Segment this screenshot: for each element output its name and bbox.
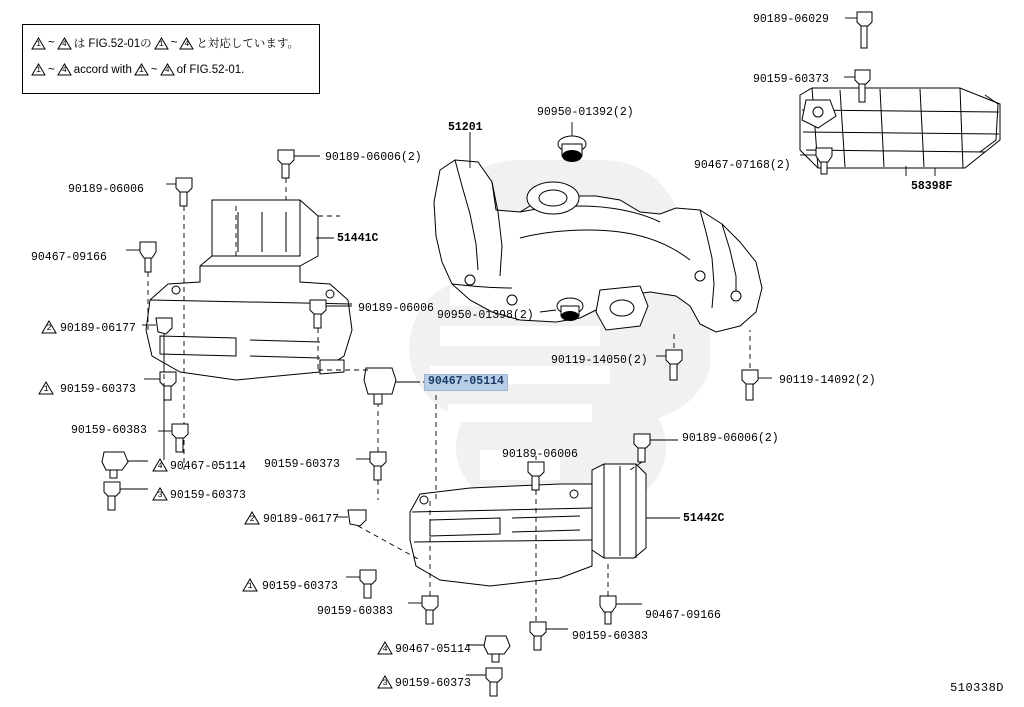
clip-90467-05114-bottom — [466, 636, 510, 662]
triangle-num: 1 — [36, 66, 41, 75]
part-label-90189-06006-c[interactable]: 90189-06006 — [502, 448, 578, 461]
part-label-90467-05114-b[interactable]: 90467-05114 — [395, 643, 471, 656]
marker-1-left — [38, 381, 54, 395]
part-label-90467-09166-a[interactable]: 90467-09166 — [31, 251, 107, 264]
part-label-90189-06177-a[interactable]: 90189-06177 — [60, 322, 136, 335]
part-label-90159-60383-b[interactable]: 90159-60383 — [317, 605, 393, 618]
part-label-90467-07168[interactable]: 90467-07168(2) — [694, 159, 791, 172]
part-label-90159-60383-c[interactable]: 90159-60383 — [572, 630, 648, 643]
marker-2-left — [41, 320, 57, 334]
part-label-51442C[interactable]: 51442C — [683, 512, 725, 525]
marker-number: 2 — [249, 513, 255, 524]
part-label-58398F[interactable]: 58398F — [911, 180, 953, 193]
legend-text-jp-b: と対応しています。 — [196, 38, 299, 50]
part-label-90950-01392[interactable]: 90950-01392(2) — [537, 106, 634, 119]
part-label-90189-06006-2a[interactable]: 90189-06006(2) — [325, 151, 422, 164]
triangle-4-icon — [57, 37, 72, 50]
part-label-90189-06006-a[interactable]: 90189-06006 — [68, 183, 144, 196]
marker-number: 4 — [382, 643, 388, 654]
marker-number: 2 — [46, 322, 52, 333]
part-label-90189-06177-b[interactable]: 90189-06177 — [263, 513, 339, 526]
legend-of-fig: of FIG.52-01. — [176, 63, 245, 76]
marker-2-lower — [244, 511, 260, 525]
part-label-90119-14092[interactable]: 90119-14092(2) — [779, 374, 876, 387]
triangle-num: 4 — [61, 39, 67, 49]
bolt-90159-60383-bottom — [530, 622, 568, 650]
legend-row-jp — [31, 35, 299, 51]
triangle-1-icon-b — [154, 37, 169, 50]
part-label-90159-60373-b[interactable]: 90159-60373 — [170, 489, 246, 502]
marker-number: 1 — [43, 383, 49, 394]
part-51441C — [146, 200, 352, 380]
bolt-90189-06006-2-topmid — [278, 150, 320, 200]
bolt-90119-14092 — [742, 330, 772, 400]
marker-3-bottom — [377, 675, 393, 689]
legend-tilde-2: ~ — [170, 37, 178, 49]
triangle-1-icon — [31, 37, 46, 50]
part-label-90159-60373-e[interactable]: 90159-60373 — [395, 677, 471, 690]
bolt-90189-06029 — [845, 12, 872, 48]
mount-90950-01392 — [558, 122, 586, 162]
triangle-1-icon-c — [31, 63, 46, 76]
part-label-51201[interactable]: 51201 — [448, 121, 483, 134]
legend-box — [22, 24, 320, 94]
triangle-num: 1 — [138, 66, 144, 75]
triangle-num: 1 — [36, 39, 41, 49]
marker-4-left — [152, 458, 168, 472]
part-label-90467-05114-a[interactable]: 90467-05114 — [170, 460, 246, 473]
part-51442C — [410, 464, 680, 586]
bolt-90119-14050 — [656, 330, 682, 380]
triangle-4-icon-c — [57, 63, 72, 76]
bolt-90159-60383-left — [158, 424, 188, 452]
marker-number: 3 — [382, 677, 388, 688]
marker-3-left — [152, 487, 168, 501]
clip-90467-09166-lower — [600, 560, 642, 624]
part-label-90467-05114-selected[interactable]: 90467-05114 — [424, 374, 508, 391]
part-label-90467-09166-b[interactable]: 90467-09166 — [645, 609, 721, 622]
marker-1-lower — [242, 578, 258, 592]
legend-row-en — [31, 63, 244, 76]
part-label-90159-60373-c[interactable]: 90159-60373 — [264, 458, 340, 471]
part-label-90159-60383-a[interactable]: 90159-60383 — [71, 424, 147, 437]
legend-tilde-3: ~ — [48, 63, 55, 76]
bolt-90159-60373-left-upper — [144, 372, 176, 400]
marker-number: 3 — [157, 489, 163, 500]
legend-accord-with: accord with — [73, 63, 132, 76]
part-label-90159-60373-d[interactable]: 90159-60373 — [262, 580, 338, 593]
marker-number: 1 — [247, 580, 253, 591]
part-label-90159-60373-top[interactable]: 90159-60373 — [753, 73, 829, 86]
part-90467-05114-highlighted — [364, 368, 420, 404]
part-label-90950-01398[interactable]: 90950-01398(2) — [437, 309, 534, 322]
marker-number: 4 — [157, 460, 163, 471]
legend-tilde-4: ~ — [150, 63, 158, 76]
triangle-num: 4 — [164, 66, 170, 75]
part-label-51441C[interactable]: 51441C — [337, 232, 379, 245]
legend-text-jp-a: は FIG.52-01の — [73, 38, 152, 50]
triangle-num: 4 — [184, 39, 190, 49]
clip-90467-05114-left — [102, 452, 148, 478]
triangle-num: 1 — [158, 39, 164, 49]
part-label-90119-14050[interactable]: 90119-14050(2) — [551, 354, 648, 367]
triangle-1-icon-d — [134, 63, 149, 76]
bolt-90159-60373-left-lower — [104, 482, 148, 510]
part-label-90189-06006-b[interactable]: 90189-06006 — [358, 302, 434, 315]
triangle-num: 4 — [61, 66, 67, 75]
part-label-90159-60373-a[interactable]: 90159-60373 — [60, 383, 136, 396]
triangle-4-icon-b — [179, 37, 194, 50]
part-label-90189-06029[interactable]: 90189-06029 — [753, 13, 829, 26]
marker-4-bottom — [377, 641, 393, 655]
diagram-page-code: 510338D — [950, 681, 1004, 695]
bolt-90159-60373-center — [356, 404, 386, 500]
legend-tilde-1: ~ — [48, 37, 55, 49]
clip-90189-06177-lower — [336, 510, 420, 560]
triangle-4-icon-d — [160, 63, 175, 76]
bolt-90159-60373-bottom — [466, 668, 502, 696]
part-label-90189-06006-2b[interactable]: 90189-06006(2) — [682, 432, 779, 445]
bolt-90159-60373-lowerleft — [346, 570, 376, 598]
